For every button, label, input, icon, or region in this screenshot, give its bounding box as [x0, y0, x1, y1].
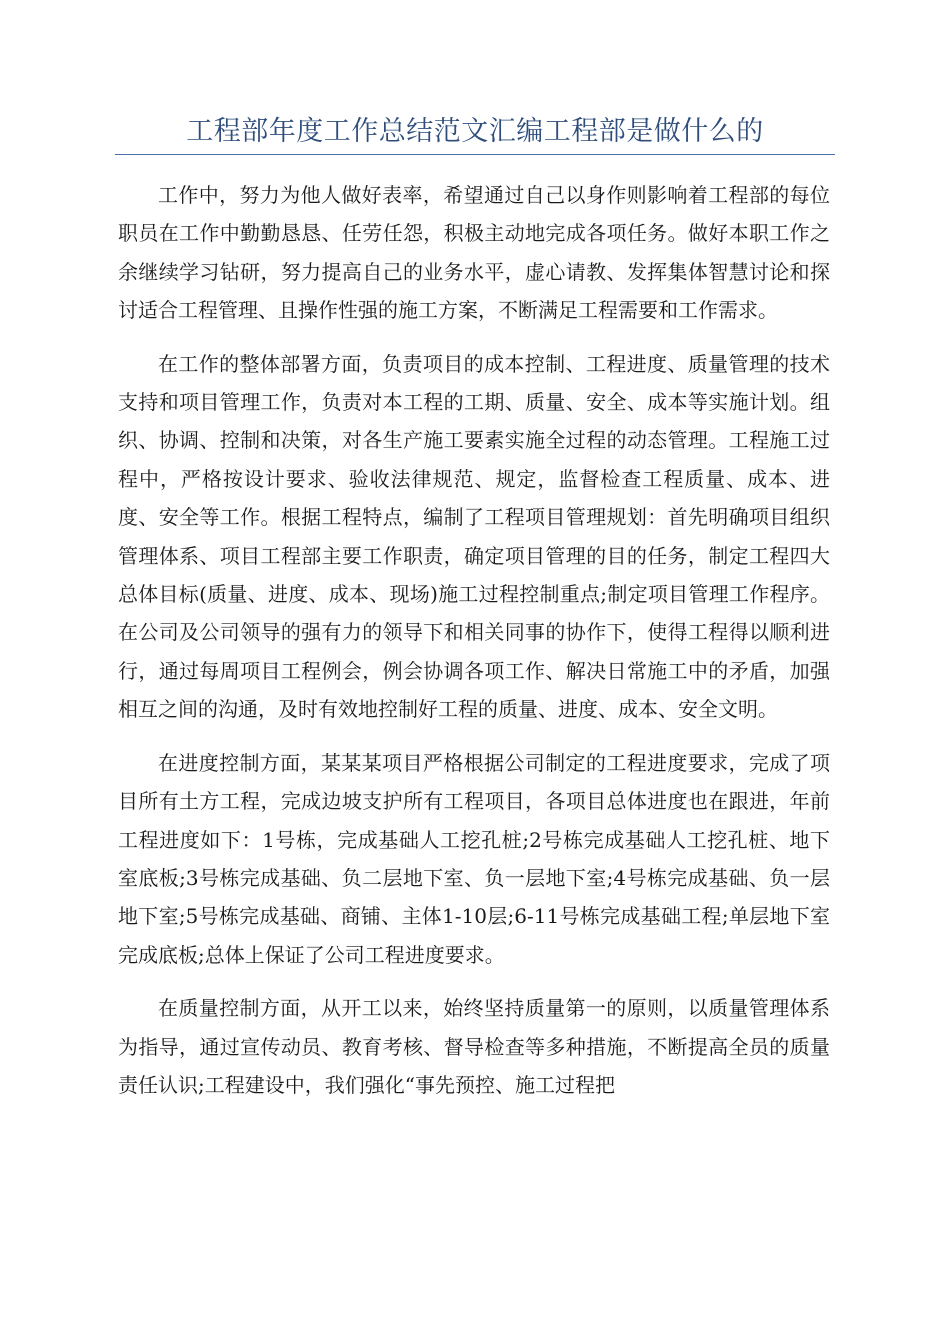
paragraph-2: 在工作的整体部署方面，负责项目的成本控制、工程进度、质量管理的技术支持和项目管理工作，负责对本工程的工期、质量、安全、成本等实施计划。组织、协调、控制和决策，对各生产施工要素实施全过程的动态管理。工程施工过程中，严格按设计要求、验收法律规范、规定，监督检查工程质量、成本、进度、安全等工作。根据工程特点，编制了工程项目管理规划：首先明确项目组织管理体系、项目工程部主要工作职责，确定项目管理的目的任务，制定工程四大总体目标(质量、进度、成本、现场)施工过程控制重点;制定项目管理工作程序。在公司及公司领导的强有力的领导下和相关同事的协作下，使得工程得以顺利进行，通过每周项目工程例会，例会协调各项工作、解决日常施工中的矛盾，加强相互之间的沟通，及时有效地控制好工程的质量、进度、成本、安全文明。 [118, 351, 830, 722]
paragraph-1: 工作中，努力为他人做好表率，希望通过自己以身作则影响着工程部的每位职员在工作中勤勤恳恳、任劳任怨，积极主动地完成各项任务。做好本职工作之余继续学习钻研，努力提高自己的业务水平，虚心请教、发挥集体智慧讨论和探讨适合工程管理、且操作性强的施工方案，不断满足工程需要和工作需求。 [118, 183, 830, 323]
document-body [118, 176, 830, 1119]
title-underline [115, 154, 835, 155]
paragraph-3: 在进度控制方面，某某某项目严格根据公司制定的工程进度要求，完成了项目所有土方工程，完成边坡支护所有工程项目，各项目总体进度也在跟进，年前工程进度如下：1号栋，完成基础人工挖孔桩;2号栋完成基础人工挖孔桩、地下室底板;3号栋完成基础、负二层地下室、负一层地下室;4号栋完成基础、负一层地下室;5号栋完成基础、商铺、主体1-10层;6-11号栋完成基础工程;单层地下室完成底板;总体上保证了公司工程进度要求。 [118, 750, 830, 967]
document-title: 工程部年度工作总结范文汇编工程部是做什么的 [186, 116, 764, 147]
paragraph-4: 在质量控制方面，从开工以来，始终坚持质量第一的原则，以质量管理体系为指导，通过宣传动员、教育考核、督导检查等多种措施，不断提高全员的质量责任认识;工程建设中，我们强化“事先预控、施工过程把 [118, 996, 830, 1097]
